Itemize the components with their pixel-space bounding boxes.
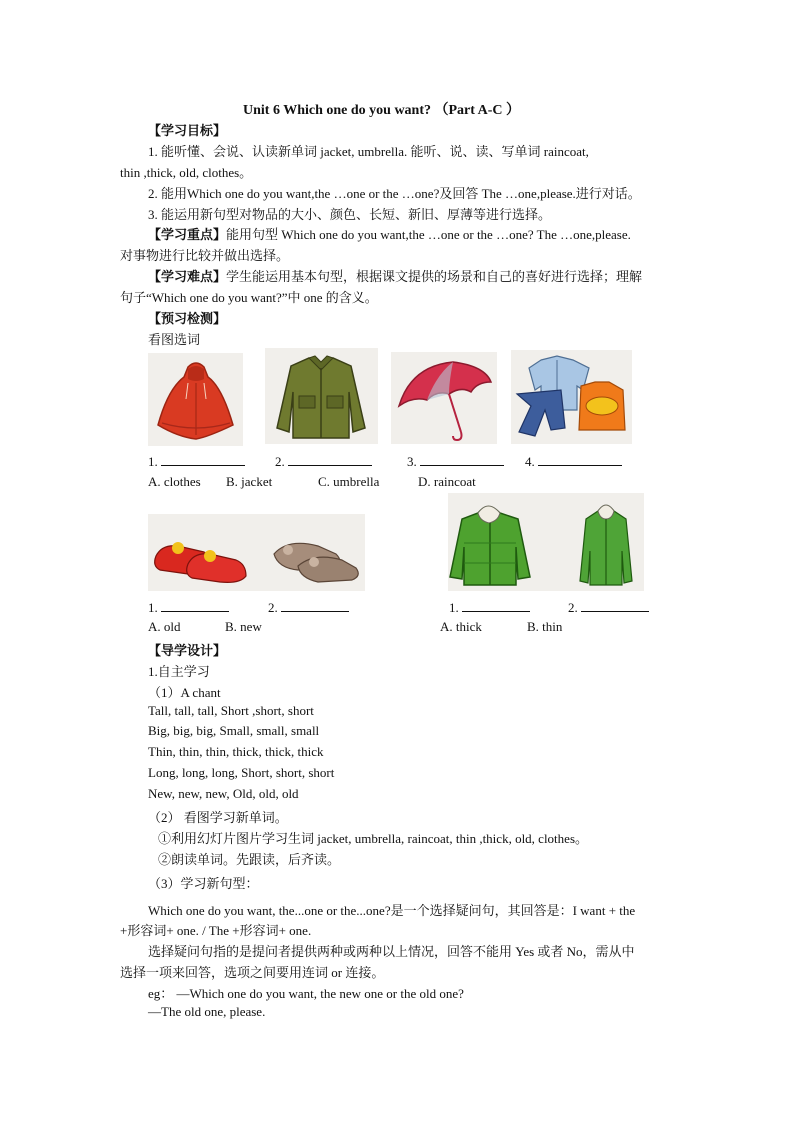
- ex1-blank-4[interactable]: [525, 453, 622, 470]
- chant-line-3: Thin, thin, thin, thick, thick, thick: [148, 744, 324, 759]
- chant-label: （1）A chant: [148, 685, 221, 700]
- ex2-right-blank-1[interactable]: [449, 599, 530, 616]
- ex2-right-blank-2-number: 2.: [568, 600, 578, 615]
- ex1-blank-1-number: 1.: [148, 454, 158, 469]
- example-answer: —The old one, please.: [148, 1004, 266, 1019]
- chant-line-5: New, new, new, Old, old, old: [148, 786, 299, 801]
- ex1-option-a: A. clothes: [148, 474, 201, 489]
- ex2-option-new: B. new: [225, 619, 262, 634]
- key-point-line-2: 对事物进行比较并做出选择。: [120, 248, 290, 263]
- ex2-right-blank-1-number: 1.: [449, 600, 459, 615]
- step-3-label: （3）学习新句型：: [148, 876, 259, 891]
- clothes-image: [511, 350, 632, 444]
- new-shoes-image: [148, 514, 365, 591]
- difficulty-line-2: 句子“Which one do you want?”中 one 的含义。: [120, 290, 378, 305]
- example-question: eg： —Which one do you want, the new one or the old one?: [148, 986, 464, 1001]
- ex1-option-b: B. jacket: [226, 474, 273, 489]
- ex2-right-blank-1-line[interactable]: [462, 599, 530, 612]
- preview-heading: 【预习检测】: [148, 311, 227, 326]
- goal-3: 3. 能运用新句型对物品的大小、颜色、长短、新旧、厚薄等进行选择。: [148, 207, 552, 222]
- ex2-left-blank-2[interactable]: [268, 599, 349, 616]
- ex1-option-d: D. raincoat: [418, 474, 476, 489]
- jacket-image: [265, 348, 378, 444]
- ex1-blank-3-line[interactable]: [420, 453, 504, 466]
- goals-heading: 【学习目标】: [148, 123, 227, 138]
- step-2-item-2: ②朗读单词。先跟读，后齐读。: [158, 852, 341, 867]
- chant-line-1: Tall, tall, tall, Short ,short, short: [148, 703, 314, 718]
- ex2-left-blank-1-line[interactable]: [161, 599, 229, 612]
- step-2-item-1: ①利用幻灯片图片学习生词 jacket, umbrella, raincoat, thin ,thick, old, clothes。: [158, 831, 589, 846]
- goal-1-line-1: 1. 能听懂、会说、认读新单词 jacket, umbrella. 能听、说、读、写单词 raincoat,: [148, 144, 589, 159]
- ex1-blank-3-number: 3.: [407, 454, 417, 469]
- ex1-blank-4-number: 4.: [525, 454, 535, 469]
- ex2-option-old: A. old: [148, 619, 181, 634]
- shoes-image: [148, 514, 365, 591]
- ex1-blank-1[interactable]: [148, 453, 245, 470]
- difficulty-line-1: [148, 266, 642, 285]
- ex1-blank-2[interactable]: [275, 453, 372, 470]
- ex2-left-blank-1[interactable]: [148, 599, 229, 616]
- ex2-right-blank-2-line[interactable]: [581, 599, 649, 612]
- ex1-blank-4-line[interactable]: [538, 453, 622, 466]
- umbrella-image: [391, 352, 497, 444]
- ex2-right-blank-2[interactable]: [568, 599, 649, 616]
- ex1-blank-1-line[interactable]: [161, 453, 245, 466]
- note-line-1: 选择疑问句指的是提问者提供两种或两种以上情况，回答不能用 Yes 或者 No，需从中: [148, 944, 635, 959]
- chant-line-2: Big, big, big, Small, small, small: [148, 723, 320, 738]
- preview-subheading: 看图选词: [148, 332, 201, 347]
- key-point-line-1: [148, 224, 631, 243]
- difficulty-text: 学生能运用基本句型，根据课文提供的场景和自己的喜好进行选择；理解: [226, 269, 643, 284]
- ex2-left-blank-1-number: 1.: [148, 600, 158, 615]
- note-line-2: 选择一项来回答，选项之间要用连词 or 连接。: [120, 965, 385, 980]
- key-point-label: 【学习重点】: [148, 227, 227, 242]
- ex2-option-thick: A. thick: [440, 619, 482, 634]
- page-title: Unit 6 Which one do you want? （Part A-C ）: [243, 103, 521, 118]
- ex1-option-c: C. umbrella: [318, 474, 380, 489]
- ex2-option-thin: B. thin: [527, 619, 563, 634]
- difficulty-label: 【学习难点】: [148, 269, 227, 284]
- guide-heading: 【导学设计】: [148, 643, 227, 658]
- coats-image: [448, 493, 644, 591]
- pattern-line-2: +形容词+ one. / The +形容词+ one.: [120, 923, 312, 938]
- pattern-line-1: Which one do you want, the...one or the...one?是一个选择疑问句，其回答是：I want + the: [148, 903, 636, 918]
- chant-line-4: Long, long, long, Short, short, short: [148, 765, 335, 780]
- ex2-left-blank-2-line[interactable]: [281, 599, 349, 612]
- self-study-heading: 1.自主学习: [148, 664, 210, 679]
- goal-1-line-2: thin ,thick, old, clothes。: [120, 165, 253, 180]
- thick-coat-image: [448, 493, 644, 591]
- ex1-blank-3[interactable]: [407, 453, 504, 470]
- ex1-blank-2-number: 2.: [275, 454, 285, 469]
- raincoat-image: [148, 353, 243, 446]
- ex2-left-blank-2-number: 2.: [268, 600, 278, 615]
- step-2-label: （2） 看图学习新单词。: [148, 810, 288, 825]
- key-point-text: 能用句型 Which one do you want,the …one or the …one? The …one,please.: [226, 227, 631, 242]
- goal-2: 2. 能用Which one do you want,the …one or the …one?及回答 The …one,please.进行对话。: [148, 186, 641, 201]
- ex1-blank-2-line[interactable]: [288, 453, 372, 466]
